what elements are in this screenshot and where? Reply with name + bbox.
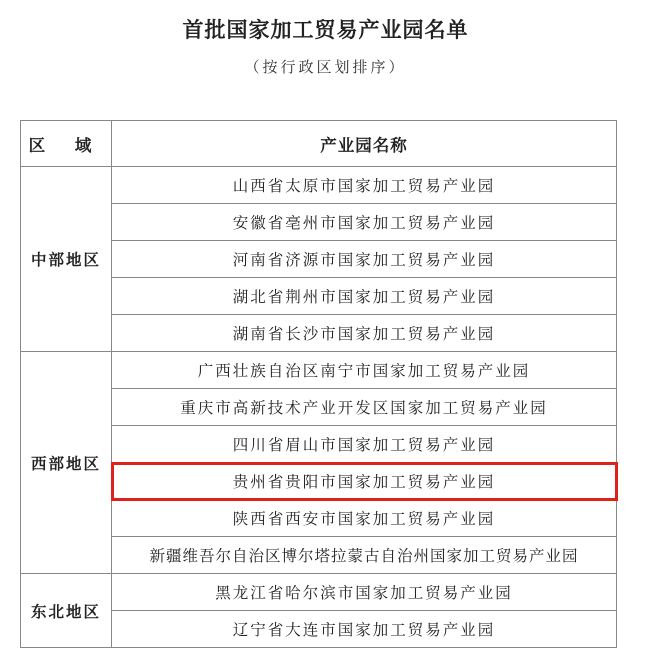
park-name: 河南省济源市国家加工贸易产业园	[112, 241, 617, 278]
region-western: 西部地区	[21, 352, 112, 574]
header-region: 区 域	[21, 121, 112, 167]
page-subtitle: （按行政区划排序）	[244, 58, 407, 76]
park-name: 山西省太原市国家加工贸易产业园	[112, 167, 617, 204]
park-name-highlighted: 贵州省贵阳市国家加工贸易产业园	[112, 463, 617, 500]
park-name: 湖北省荆州市国家加工贸易产业园	[112, 278, 617, 315]
page-title: 首批国家加工贸易产业园名单	[182, 17, 469, 42]
park-name: 湖南省长沙市国家加工贸易产业园	[112, 315, 617, 352]
park-name: 辽宁省大连市国家加工贸易产业园	[112, 611, 617, 648]
park-name: 陕西省西安市国家加工贸易产业园	[112, 500, 617, 537]
table-row	[21, 167, 617, 204]
park-name: 四川省眉山市国家加工贸易产业园	[112, 426, 617, 463]
park-name: 广西壮族自治区南宁市国家加工贸易产业园	[112, 352, 617, 389]
park-name: 重庆市高新技术产业开发区国家加工贸易产业园	[112, 389, 617, 426]
table-header-row	[21, 121, 617, 167]
header-park-name: 产业园名称	[112, 121, 617, 167]
region-northeast: 东北地区	[21, 574, 112, 648]
region-central: 中部地区	[21, 167, 112, 352]
park-name: 黑龙江省哈尔滨市国家加工贸易产业园	[112, 574, 617, 611]
industrial-park-table	[20, 120, 617, 648]
table-row	[21, 574, 617, 611]
park-name: 安徽省亳州市国家加工贸易产业园	[112, 204, 617, 241]
park-name: 新疆维吾尔自治区博尔塔拉蒙古自治州国家加工贸易产业园	[112, 537, 617, 574]
table-row	[21, 352, 617, 389]
